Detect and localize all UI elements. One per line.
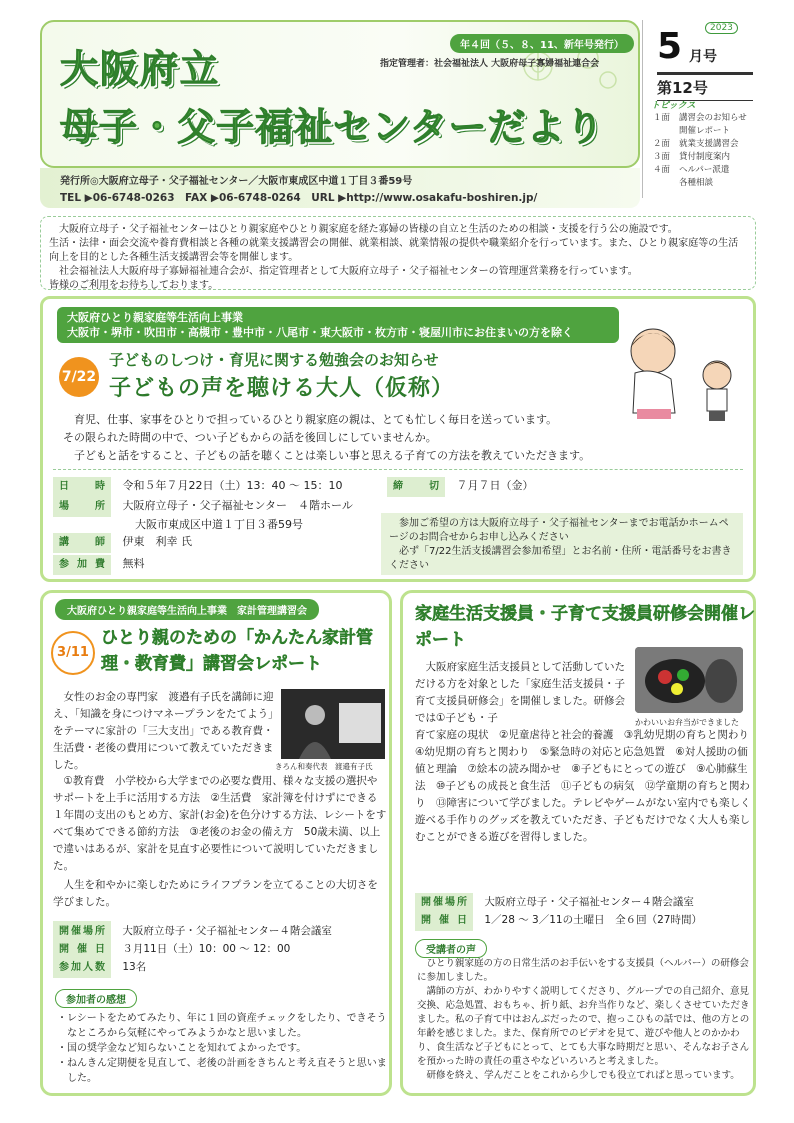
seminar-application-note [381, 513, 743, 575]
topics-label: トピックス [651, 101, 696, 111]
seminar-address: 大阪市東成区中道１丁目３番59号 [135, 518, 303, 531]
intro-paragraph: 皆様のご利用をお待ちしております。 [49, 280, 219, 291]
divider [53, 469, 743, 470]
left-date: ３月11日（土）10：00 ～ 12：00 [122, 943, 291, 955]
voice-item: ・国の奨学金など知らないことを知れてよかったです。 [57, 1043, 307, 1054]
lecturer-photo [281, 689, 385, 759]
deadline-label: 締切 [387, 477, 445, 497]
photo-caption: きろん和奏代表 渡邉有子氏 [275, 762, 373, 771]
topic-item-cont: 各種相談 [679, 178, 714, 188]
left-para: 人生を和やかに楽しむためにライフプランを立てることの大切さを学びました。 [53, 879, 378, 908]
bento-photo-icon [635, 647, 743, 713]
topic-item: ２面 就業支援講習会 [653, 139, 739, 149]
seminar-lecturer-row [53, 533, 192, 553]
left-article-title: ひとり親のための「かんたん家計管理・教育費」講習会レポート [101, 628, 373, 674]
left-article-header: 大阪府ひとり親家庭等生活向上事業 家計管理講習会 [55, 599, 319, 620]
right-date-row [415, 911, 702, 931]
voice-item: ・ねんきん定期便を見直して、老後の計画をきちんと考え直そうと思いました。 [57, 1058, 387, 1084]
publisher-contact: TEL ▶06-6748-0263 FAX ▶06-6748-0264 URL ▶http://www.osakafu-boshiren.jp/ [60, 192, 538, 204]
issue-month: 5 [657, 26, 683, 67]
intro-paragraph: 生活・法律・面会交流や養育費相談と各種の就業支援講習会の開催、就業相談、就業情報の提供や職業紹介を行っています。また、ひとり親家庭等の生活向上を目的とした各種生活支援講習会等を開催します。 [49, 238, 739, 263]
seminar-deadline: ７月７日（金） [456, 479, 534, 492]
seminar-notice [40, 296, 756, 582]
trainee-voices-label: 受講者の声 [415, 939, 487, 958]
datetime-label: 日時 [53, 477, 111, 497]
trainee-voices: ひとり親家庭の方の日常生活のお手伝いをする支援員（ヘルパー）の研修会に参加しました。 講師の方が、わかりやすく説明してくださり、グループでの自己紹介、意見交換、応急処置、おもちゃ、折り紙、お弁当作りなど、楽しくさせていただきました。私の子育て中はおんぶだったので、抱っこひもの話では、他の方との年齢を感じました。また、保育所でのビデオを見て、遊びや他人とのかかわり、食生活など子どもにとって、とても大事な時期だと思い、そんなお子さんを預かった時の責任の重さやなどいろいろと考えました。 研修を終え、学んだことをこれから少しでも役立てればと思っています。 [417, 958, 750, 1081]
topic-item: １面 講習会のお知らせ [653, 113, 747, 123]
left-para: 女性のお金の専門家 渡邉有子氏を講師に迎え、「知識を身につけマネープランをたてよう」をテーマに家計の「三大支出」である教育費・生活費・老後の費用について教えていただきました。 [53, 691, 274, 771]
topic-item: ３面 貸付制度案内 [653, 152, 731, 162]
left-count-row [53, 957, 146, 978]
intro-text [40, 216, 756, 290]
right-para: 大阪府家庭生活支援員として活動していただける方を対象とした「家庭生活支援員・子育て支援員研修会」を開催しました。研修会では①子ども・子 [415, 661, 625, 724]
issue-month-suffix: 月号 [689, 49, 717, 65]
seminar-eligibility: 大阪市・堺市・吹田市・高槻市・豊中市・八尾市・東大阪市・枚方市・寝屋川市にお住まいの方を除く [67, 326, 573, 339]
right-date: 1／28 ～ 3／11の土曜日 全６回（27時間） [484, 914, 702, 926]
photo-caption: かわいいお弁当ができました [635, 718, 739, 727]
seminar-datetime: 令和５年７月22日（土）13：40 ～ 15：10 [122, 479, 343, 492]
right-venue-row [415, 893, 694, 913]
seminar-deadline-row [387, 477, 534, 497]
topics-list [653, 112, 747, 190]
participant-voices-list [57, 1011, 387, 1086]
bento-photo [635, 647, 743, 713]
seminar-date-badge: 7/22 [59, 357, 99, 397]
lecturer-photo-icon [281, 689, 385, 759]
date-label: 開催日 [53, 939, 111, 960]
venue-label: 開催場所 [53, 921, 111, 942]
left-para: ①教育費 小学校から大学までの必要な費用、様々な支援の選択やサポートを上手に活用する方法 ②生活費 家計簿を付けずにできる１年間の支出のもとめ方、家計(お金)を色分けする方法、レシートをすべて集めてできる節約方法 ③老後のお金の備え方 50歳未満、以上で違いはあるが、家計を見直す必要性について説明していただきました。 [53, 775, 387, 872]
seminar-paragraph: 育児、仕事、家事をひとりで担っているひとり親家庭の親は、とても忙しく毎日を送っています。 [63, 413, 558, 426]
seminar-place: 大阪府立母子・父子福祉センター ４階ホール [122, 499, 353, 512]
publisher-bar [40, 168, 640, 208]
seminar-fee: 無料 [122, 557, 145, 570]
right-para: 育て家庭の現状 ②児童虐待と社会的養護 ③乳幼児期の育ちと関わり ④幼児期の育ちと関わり ⑤緊急時の対応と応急処置 ⑥対人援助の価値と理論 ⑦絵本の読み聞かせ ⑧子どもにとっての遊び ⑨心肺蘇生法 ⑩子どもの成長と食生活 ⑪子どもの病気 ⑫学童期の育ちと関わり ⑬障害について学びました。テレビやゲームがない室内でも楽しく遊べる手作りのグッズを教えていただき、子どもだけでなく大人も楽しむことができる遊びを習得しました。 [415, 729, 760, 843]
seminar-paragraph: 子どもと話をすること、子どもの話を聴くことは楽しい事と思える子育ての方法を教えていただきます。 [63, 449, 591, 462]
seminar-place-row [53, 497, 353, 533]
issue-frequency-badge: 年４回（５、８、11、新年号発行） [450, 34, 634, 53]
seminar-title: 子どもの声を聴ける大人（仮称） [109, 376, 455, 401]
issue-number: 第12号 [657, 72, 753, 101]
seminar-header [57, 307, 619, 343]
seminar-body [63, 411, 723, 465]
fee-label: 参加費 [53, 555, 111, 575]
seminar-datetime-row [53, 477, 342, 497]
seminar-lecturer: 伊東 利幸 氏 [122, 535, 192, 548]
seminar-fee-row [53, 555, 145, 575]
masthead [40, 20, 640, 168]
intro-paragraph: 社会福祉法人大阪府母子寡婦福祉連合会が、指定管理者として大阪府立母子・父子福祉センターの管理運営業務を行っています。 [49, 266, 638, 277]
intro-paragraph: 大阪府立母子・父子福祉センターはひとり親家庭やひとり親家庭を経た寡婦の皆様の自立と生活のための相談・支援を行う公の施設です。 [49, 224, 678, 235]
seminar-subtitle: 子どものしつけ・育児に関する勉強会のお知らせ [109, 351, 439, 369]
count-label: 参加人数 [53, 957, 111, 978]
children-illustration-icon [613, 313, 743, 425]
masthead-title-line2: 母子・父子福祉センターだより [60, 105, 605, 149]
place-label: 場所 [53, 497, 111, 517]
right-article-title: 家庭生活支援員・子育て支援員研修会開催レポート [415, 604, 755, 650]
left-venue: 大阪府立母子・父子福祉センター４階会議室 [122, 925, 332, 937]
date-label: 開催日 [415, 911, 473, 931]
right-venue: 大阪府立母子・父子福祉センター４階会議室 [484, 896, 694, 908]
participant-voices-label: 参加者の感想 [55, 989, 137, 1008]
household-budget-report [40, 590, 392, 1096]
designated-manager: 指定管理者：社会福祉法人 大阪府母子寡婦福祉連合会 [380, 59, 600, 69]
application-note-line: 参加ご希望の方は大阪府立母子・父子福祉センターまでお電話かホームページのお問合せからお申し込みください [389, 518, 729, 543]
topic-item: ４面 ヘルパー派遣 [653, 165, 730, 175]
left-count: 13名 [122, 961, 147, 973]
support-staff-training-report [400, 590, 760, 1096]
seminar-program: 大阪府ひとり親家庭等生活向上事業 [67, 311, 243, 324]
issue-year: 2023 [705, 22, 738, 34]
seminar-paragraph: その限られた時間の中で、つい子どもからの話を後回しにしていませんか。 [63, 431, 437, 444]
application-note-line: 必ず「7/22生活支援講習会参加希望」とお名前・住所・電話番号をお書きください [389, 546, 732, 571]
publisher-address: 発行所◎大阪府立母子・父子福祉センター／大阪市東成区中道１丁目３番59号 [60, 176, 413, 187]
lecturer-label: 講師 [53, 533, 111, 553]
left-article-date-badge: 3/11 [51, 631, 95, 675]
topic-item-cont: 開催レポート [679, 126, 731, 136]
issue-info-box [642, 20, 758, 198]
masthead-title-line1: 大阪府立 [60, 47, 221, 91]
venue-label: 開催場所 [415, 893, 473, 913]
voice-item: ・レシートをためてみたり、年に１回の資産チェックをしたり、できそうなところから気軽にやってみようかなと思いました。 [57, 1013, 387, 1039]
